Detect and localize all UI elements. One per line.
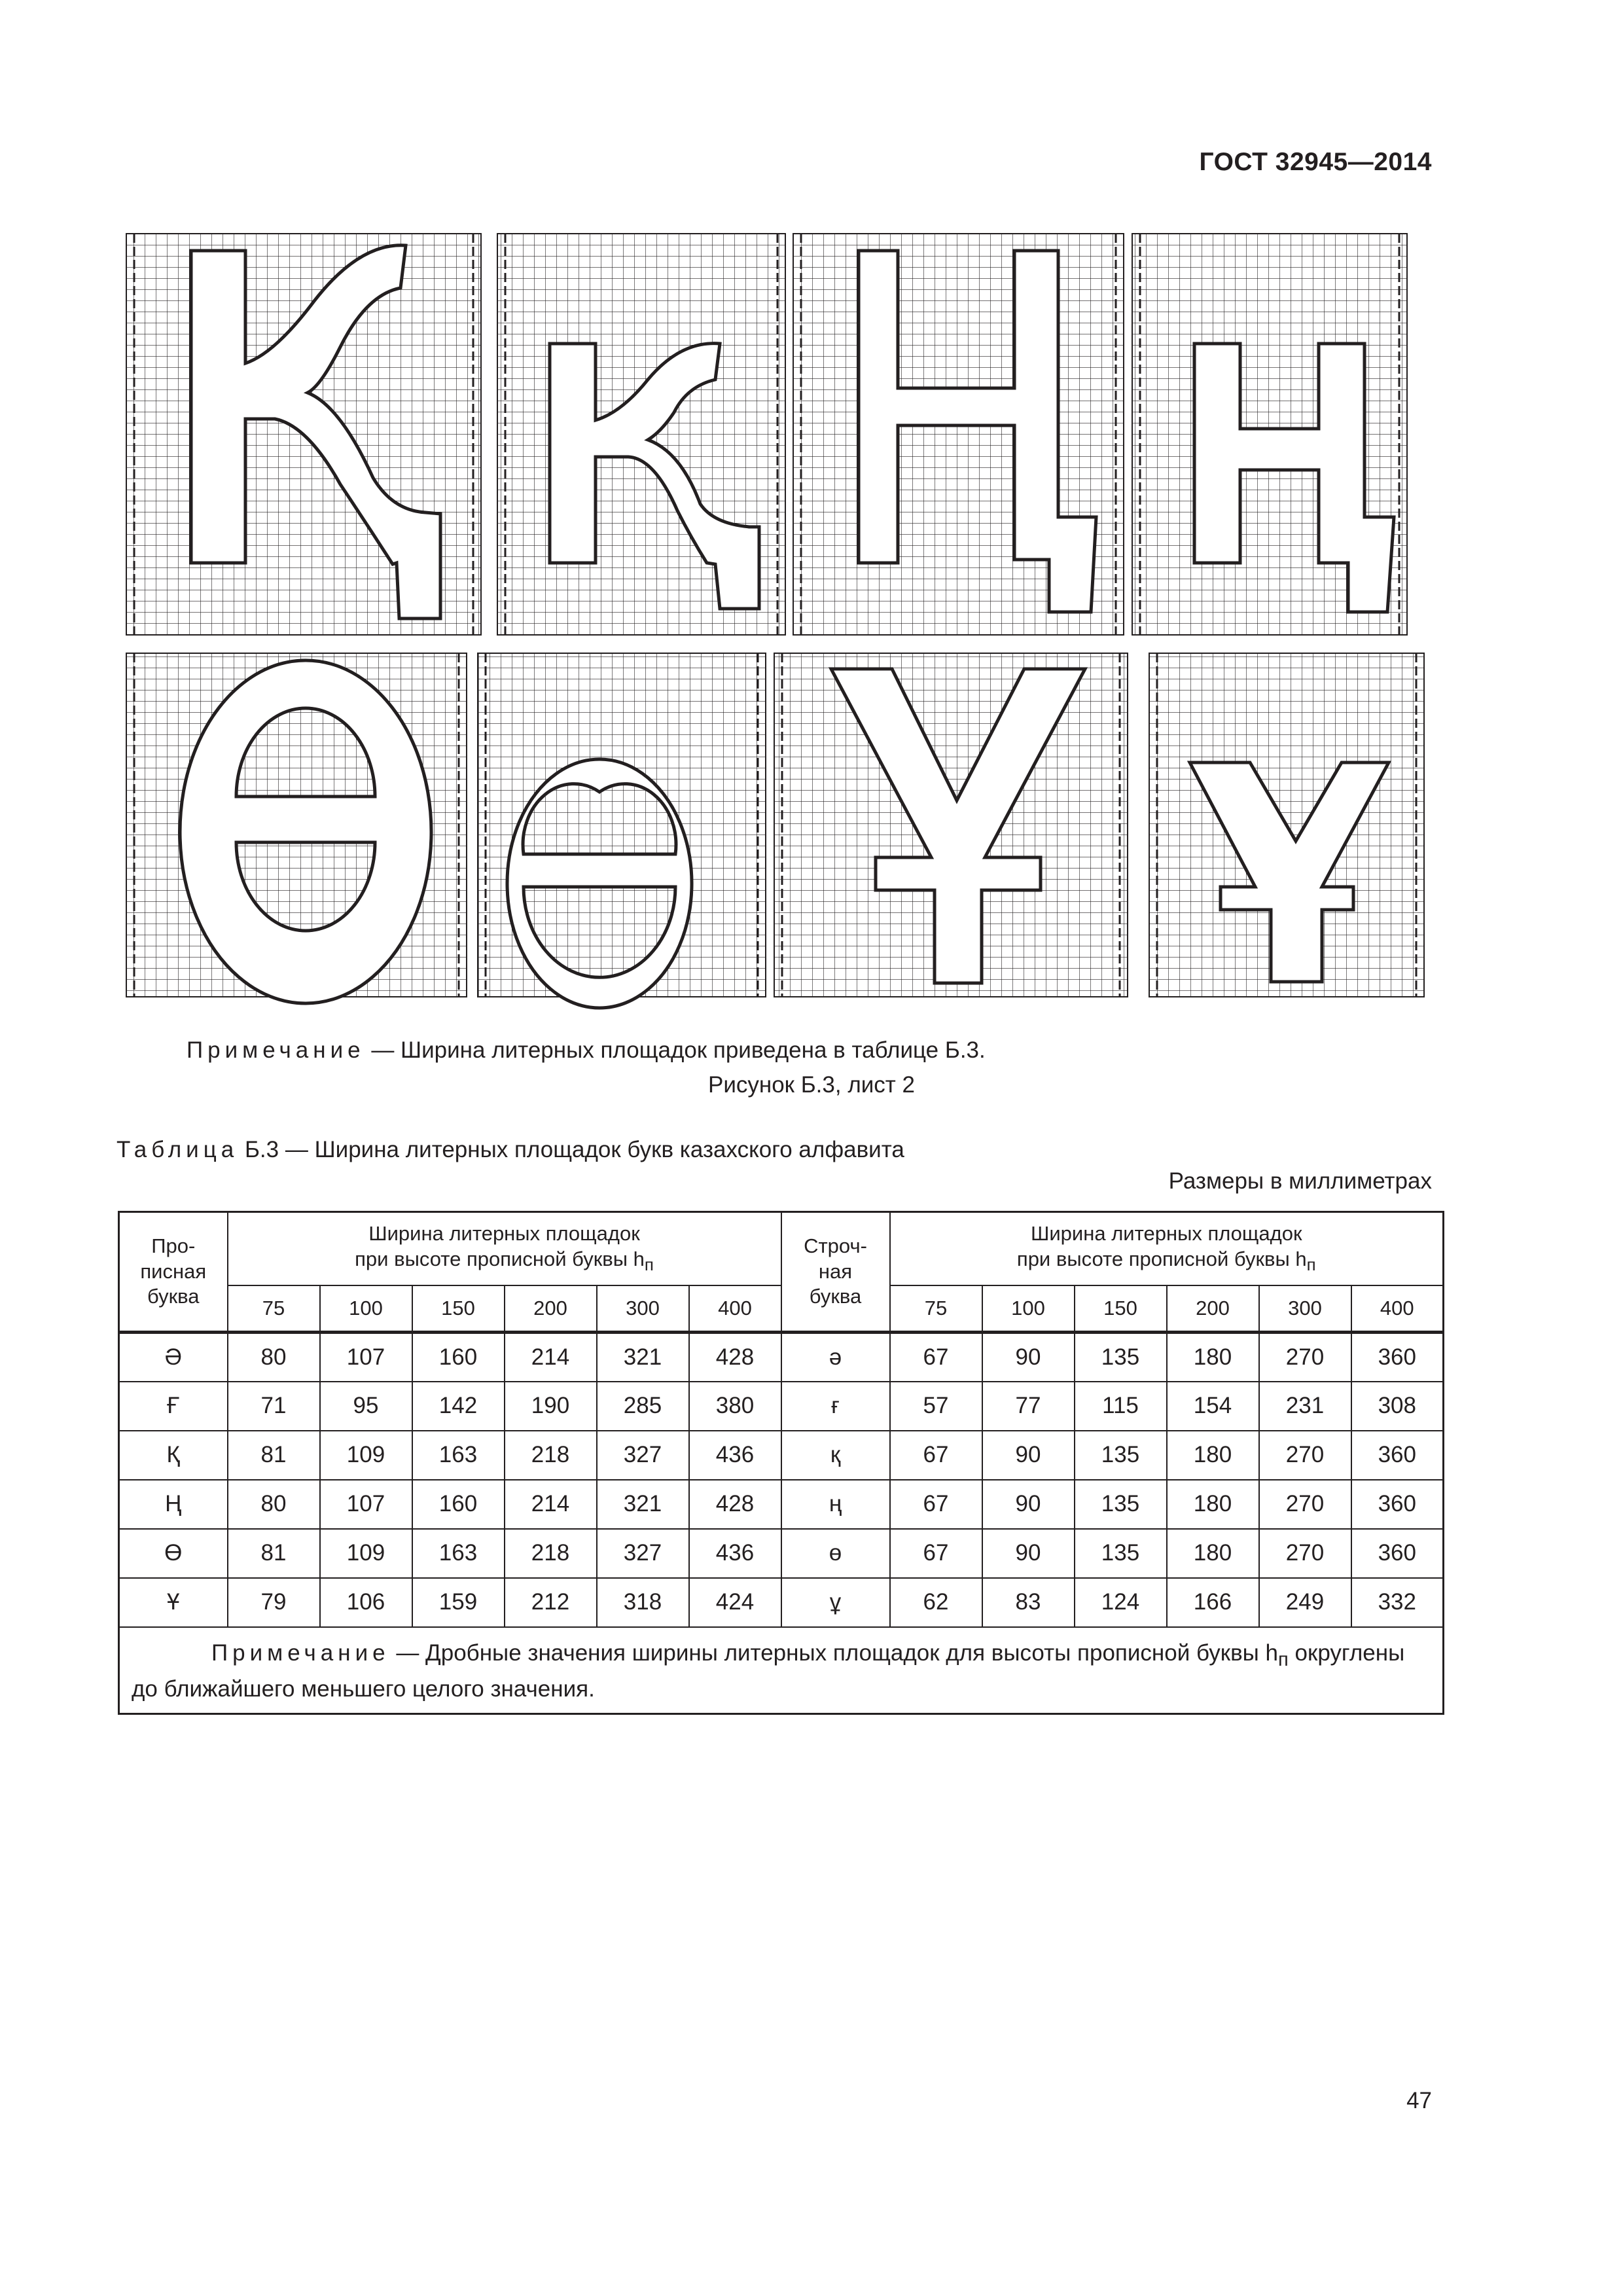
width-value-cell: 163: [412, 1529, 505, 1578]
width-value-cell: 135: [1075, 1480, 1167, 1529]
table-row: [119, 1333, 1444, 1382]
lowercase-letter-cell: қ: [781, 1431, 890, 1480]
size-header: 400: [689, 1285, 781, 1333]
header-width-uppercase: Ширина литерных площадок при высоте прописной буквы $h_п$: [228, 1212, 781, 1285]
width-value-cell: 270: [1259, 1480, 1351, 1529]
width-value-cell: 154: [1167, 1382, 1259, 1431]
header-lowercase: Строч- ная буква: [781, 1212, 890, 1333]
width-value-cell: 360: [1351, 1333, 1444, 1382]
width-value-cell: 218: [505, 1431, 597, 1480]
width-value-cell: 77: [982, 1382, 1075, 1431]
width-value-cell: 380: [689, 1382, 781, 1431]
width-value-cell: 424: [689, 1578, 781, 1627]
width-value-cell: 321: [597, 1480, 689, 1529]
width-value-cell: 109: [320, 1431, 412, 1480]
width-value-cell: 231: [1259, 1382, 1351, 1431]
width-value-cell: 135: [1075, 1431, 1167, 1480]
width-value-cell: 270: [1259, 1333, 1351, 1382]
width-value-cell: 80: [228, 1480, 320, 1529]
table-row: [119, 1431, 1444, 1480]
table-row: [119, 1529, 1444, 1578]
width-value-cell: 428: [689, 1333, 781, 1382]
width-value-cell: 428: [689, 1480, 781, 1529]
width-value-cell: 62: [890, 1578, 982, 1627]
size-header: 400: [1351, 1285, 1444, 1333]
figure-note-text: — Ширина литерных площадок приведена в таблице Б.3.: [365, 1037, 986, 1063]
width-value-cell: 142: [412, 1382, 505, 1431]
width-value-cell: 90: [982, 1431, 1075, 1480]
width-value-cell: 270: [1259, 1431, 1351, 1480]
width-value-cell: 107: [320, 1480, 412, 1529]
size-header: 150: [412, 1285, 505, 1333]
width-value-cell: 135: [1075, 1333, 1167, 1382]
width-value-cell: 90: [982, 1529, 1075, 1578]
width-value-cell: 180: [1167, 1333, 1259, 1382]
width-value-cell: 67: [890, 1333, 982, 1382]
width-value-cell: 218: [505, 1529, 597, 1578]
width-value-cell: 249: [1259, 1578, 1351, 1627]
table-row: [119, 1382, 1444, 1431]
uppercase-letter-cell: Ұ: [119, 1578, 228, 1627]
header-uppercase: Про- писная буква: [119, 1212, 228, 1333]
width-value-cell: 160: [412, 1480, 505, 1529]
width-value-cell: 436: [689, 1431, 781, 1480]
table-caption-label: Таблица: [116, 1137, 239, 1162]
table-caption-text: Б.3 — Ширина литерных площадок букв казахского алфавита: [238, 1137, 904, 1162]
width-value-cell: 308: [1351, 1382, 1444, 1431]
uppercase-letter-cell: Ә: [119, 1333, 228, 1382]
table-note-label: Примечание: [211, 1640, 390, 1666]
size-header: 75: [890, 1285, 982, 1333]
lowercase-letter-cell: ғ: [781, 1382, 890, 1431]
width-value-cell: 71: [228, 1382, 320, 1431]
lowercase-letter-cell: ә: [781, 1333, 890, 1382]
width-value-cell: 214: [505, 1480, 597, 1529]
letter-width-table: [118, 1211, 1444, 1715]
size-header: 200: [1167, 1285, 1259, 1333]
width-value-cell: 57: [890, 1382, 982, 1431]
width-value-cell: 180: [1167, 1529, 1259, 1578]
width-value-cell: 285: [597, 1382, 689, 1431]
lowercase-letter-cell: ұ: [781, 1578, 890, 1627]
width-value-cell: 67: [890, 1431, 982, 1480]
letter-grid-figure: [0, 0, 1623, 1021]
width-value-cell: 327: [597, 1529, 689, 1578]
size-header: 300: [597, 1285, 689, 1333]
width-value-cell: 318: [597, 1578, 689, 1627]
figure-note: [187, 1037, 986, 1064]
width-value-cell: 81: [228, 1431, 320, 1480]
width-value-cell: 80: [228, 1333, 320, 1382]
width-value-cell: 360: [1351, 1529, 1444, 1578]
uppercase-letter-cell: Ө: [119, 1529, 228, 1578]
size-header: 100: [982, 1285, 1075, 1333]
width-value-cell: 107: [320, 1333, 412, 1382]
table-note: Примечание — Дробные значения ширины литерных площадок для высоты прописной буквы $h_п$ округлены до ближайшего меньшего целого значения.: [119, 1627, 1444, 1714]
width-value-cell: 90: [982, 1333, 1075, 1382]
width-value-cell: 190: [505, 1382, 597, 1431]
figure-caption: Рисунок Б.3, лист 2: [707, 1072, 916, 1098]
width-value-cell: 79: [228, 1578, 320, 1627]
size-header: 200: [505, 1285, 597, 1333]
page-number: 47: [1406, 2088, 1432, 2113]
width-value-cell: 360: [1351, 1480, 1444, 1529]
size-header: 100: [320, 1285, 412, 1333]
width-value-cell: 159: [412, 1578, 505, 1627]
width-value-cell: 321: [597, 1333, 689, 1382]
width-value-cell: 332: [1351, 1578, 1444, 1627]
width-value-cell: 83: [982, 1578, 1075, 1627]
width-value-cell: 135: [1075, 1529, 1167, 1578]
figure-note-label: Примечание: [187, 1037, 365, 1063]
document-code: ГОСТ 32945—2014: [1199, 148, 1432, 176]
table-caption: [116, 1137, 904, 1163]
width-value-cell: 95: [320, 1382, 412, 1431]
header-width-lowercase: Ширина литерных площадок при высоте прописной буквы $h_п$: [890, 1212, 1444, 1285]
width-value-cell: 436: [689, 1529, 781, 1578]
width-value-cell: 106: [320, 1578, 412, 1627]
width-value-cell: 212: [505, 1578, 597, 1627]
table-row: [119, 1480, 1444, 1529]
uppercase-letter-cell: Ң: [119, 1480, 228, 1529]
width-value-cell: 214: [505, 1333, 597, 1382]
width-value-cell: 67: [890, 1529, 982, 1578]
uppercase-letter-cell: Ғ: [119, 1382, 228, 1431]
width-value-cell: 180: [1167, 1480, 1259, 1529]
lowercase-letter-cell: ң: [781, 1480, 890, 1529]
size-header: 75: [228, 1285, 320, 1333]
width-value-cell: 160: [412, 1333, 505, 1382]
width-value-cell: 180: [1167, 1431, 1259, 1480]
width-value-cell: 327: [597, 1431, 689, 1480]
width-value-cell: 270: [1259, 1529, 1351, 1578]
width-value-cell: 166: [1167, 1578, 1259, 1627]
width-value-cell: 90: [982, 1480, 1075, 1529]
size-header: 150: [1075, 1285, 1167, 1333]
lowercase-letter-cell: ө: [781, 1529, 890, 1578]
width-value-cell: 360: [1351, 1431, 1444, 1480]
width-value-cell: 109: [320, 1529, 412, 1578]
units-note: Размеры в миллиметрах: [1168, 1168, 1432, 1194]
width-value-cell: 115: [1075, 1382, 1167, 1431]
width-value-cell: 81: [228, 1529, 320, 1578]
size-header: 300: [1259, 1285, 1351, 1333]
width-value-cell: 124: [1075, 1578, 1167, 1627]
table-row: [119, 1578, 1444, 1627]
width-value-cell: 67: [890, 1480, 982, 1529]
width-value-cell: 163: [412, 1431, 505, 1480]
uppercase-letter-cell: Қ: [119, 1431, 228, 1480]
